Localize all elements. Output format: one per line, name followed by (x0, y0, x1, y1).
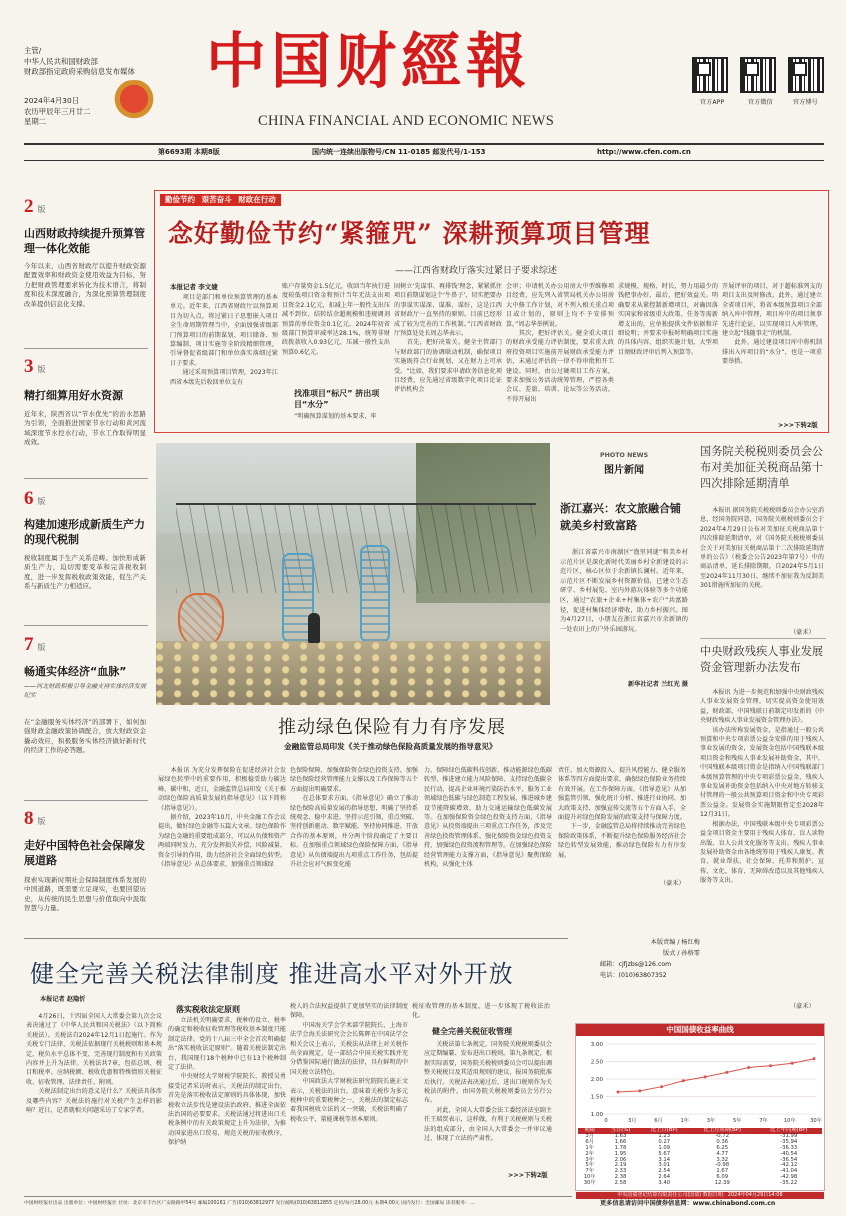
section-headline[interactable]: 走好中国特色社会保障发展道路 (24, 839, 145, 867)
table-cell: 0.27 (658, 1138, 671, 1145)
section-summary: 今年以来，山西省财政厅以提升财政资源配置效率和财政资金使用效益为目标，努力把财政管理要求转化为技术语言，将制度和技术深度融合，为深化预算管理制度改革提供信息化支撑。 (24, 262, 146, 308)
table-cell: 2年 (585, 1150, 595, 1157)
table-cell: 3年 (585, 1156, 595, 1163)
photo-label-en: PHOTO NEWS (600, 452, 649, 459)
photo-news-image (156, 443, 550, 705)
sponsor-line3: 财政部指定政府采购信息发布媒体 (24, 67, 135, 76)
table-cell: -42.98 (780, 1174, 798, 1181)
table-cell: 1.78 (614, 1144, 627, 1151)
tag: 勤俭节约 (165, 195, 195, 204)
right-article-title-2[interactable]: 中央财政残疾人事业发展资金管理新办法发布 (700, 645, 824, 674)
qr-code-weibo-icon[interactable] (788, 57, 824, 93)
section-summary: 近年来，陕西省以“节水优先”的治水思路为引领，全面推进国家节水行动和黄河流域深度节水控水行动，节水工作取得明显成效。 (24, 410, 146, 447)
section-headline[interactable]: 畅通实体经济“血脉” (24, 665, 127, 678)
newspaper-logo[interactable]: 中国财經報 (206, 27, 531, 97)
editor-email[interactable]: 邮箱：cjfjzbs@126.com (600, 961, 672, 968)
english-title: CHINA FINANCIAL AND ECONOMIC NEWS (258, 113, 555, 129)
section-headline[interactable]: 构建加速形成新质生产力的现代税制 (24, 518, 145, 546)
section-summary: 税收制度属于生产关系范畴。加快形成新质生产力，迫切需要变革和完善税收制度，进一步发挥税收政策效能，促生产关系与新质生产力相适应。 (24, 554, 146, 591)
table-header-cell: 比上日(BP) (650, 1127, 678, 1133)
table-cell: -35.22 (780, 1180, 798, 1187)
tariff-column-4: 税征收管理的基本制度，进一步体现了税收法治化。 (412, 1003, 550, 1020)
editor-info (620, 938, 700, 959)
table-cell: 10年 (583, 1174, 596, 1181)
green-column-2: 色保险保障、加强保险资金绿色投资支持、加强绿色保险经营管理能力支撑以及工作保障等五个方面提出明确要求。 在总体要求方面，《指导意见》确立了推动绿色保险高质量发展的指导思想，明确了坚持系统观念、稳中求进、坚持示范引领、重点突破、坚持创新驱动、数字赋能、坚持协同推进、开放合作的基本原则，并分两个阶段确定了主要目标。在加强重点领域绿色保险保障方面，《指导意见》从负债端提出九项重点工作任务，包括提升社会应对气候变化能 (290, 767, 418, 869)
section-number: 3 (24, 356, 34, 377)
masthead-sponsor (24, 46, 184, 78)
green-source: （豪禾） (660, 880, 685, 887)
table-cell: 7年 (585, 1168, 595, 1175)
section-summary: 在“金融服务实体经济”的部署下，如何加强财政金融政策协调配合，放大财政资金撬动效应，积极服务实体经济做好新时代的经济工作的必答题。 (24, 718, 146, 755)
y-tick-label: 2.50 (590, 1059, 603, 1066)
table-cell: 2.64 (658, 1174, 671, 1181)
divider (24, 1196, 572, 1197)
right-article-text-1: 本报讯 据国务院关税税则委员会办公室消息，经国务院同意，国务院关税税则委员会于2024年4月29日公布对美加征关税商品第十四次排除延期清单，对《国务院关税税则委员会关于对美加征关税商品第十二次排除延期清单的公告》（税委会公告2023年第7号）中的商品清单，延长排除期限，自2024年5月1日至2024年11月30日，继续不加征我为反制美301措施所加征的关税。 (700, 507, 824, 590)
x-tick-label: 3月 (628, 1118, 637, 1124)
infobar-rule (24, 160, 824, 161)
table-header-cell: 期限 (584, 1127, 596, 1133)
divider (24, 625, 148, 626)
table-cell: -35.94 (780, 1138, 798, 1145)
lead-column-4: 会审；申请机关办公用房大中型维修项目经费，应先列入省管局机关办公用房大中修工作计划，对不列入相关重点项目或计划的，原则上均不予安排预算。”周志华举例说。 其次，把好评估关。健全重大项目的财政承受能力评估制度，要求重大政府投资项目实施前开展财政承受能力评估，未通过评估的一律不得审批和开工建设。同时，由公过硬项目工作方案，要求加强公务活动统筹管理，严控各类会议、差旅、培训、论坛等公务活动，不得开展出 (506, 283, 614, 403)
lead-continue-link[interactable]: >>>下转2版 (778, 421, 818, 429)
x-tick-label: 30年 (810, 1118, 822, 1124)
table-cell: -41.04 (780, 1168, 798, 1175)
date-text: 2024年4月30日 (24, 96, 80, 105)
table-cell: 3.01 (658, 1162, 671, 1169)
table-cell: 1.66 (614, 1138, 627, 1145)
table-header-cell: 比上年同期(BP) (770, 1127, 808, 1133)
table-cell: 2.54 (658, 1168, 671, 1175)
table-cell: 2.38 (614, 1174, 627, 1181)
tariff-column-1: 4月26日，十四届全国人大常委会第九次会议表决通过了《中华人民共和国关税法》（以下简称关税法）。关税法自2024年12月1日起施行。作为关税专门法律，关税法依据现行关税税则和基本规定，税负水平总体不变，完善现行制度和有关政策内容并上升为法律。关税法共7章，包括总则、税目和税率、应纳税额、税收优惠和特殊情形关税征收、征收管理、法律责任、附则。 关税法制定出台的意义是什么？关税法具体涉及哪些内容？关税法的施行对关税产生怎样的影响？近日，记者就相关问题采访了专家学者。 (26, 1013, 162, 1115)
right-source-2: （豪禾） (790, 1003, 815, 1010)
y-tick-label: 1.50 (590, 1094, 603, 1101)
green-insurance-title[interactable]: 推动绿色保险有力有序发展 (278, 717, 506, 738)
green-column-1: 本报讯 为充分发挥保险在促进经济社会发展绿色转型中的重要作用，积极稳妥助力碳达峰、碳中和，近日，金融监管总局印发《关于推动绿色保险高质量发展的指导意见》（以下简称《指导意见》）。 据介绍，2023年10月，中央金融工作会议提出，做好绿色金融等五篇大文章。绿色保险作为绿色金融的重要组成部分，可以从负债和资产两端同时发力，充分发挥损失补偿、风险减量、资金引导的作用，助力经济社会全面绿色转型。《指导意见》从总体要求，加强重点领域绿 (158, 767, 286, 869)
sponsor-line2: 中华人民共和国财政部 (24, 56, 98, 66)
section-subhead: ——河北财政积极引导金融支持实体经济发展纪实 (24, 683, 146, 700)
tariff-subhead-1: 落实税收法定原则 (176, 1005, 240, 1014)
table-cell: 2.06 (614, 1156, 627, 1163)
net-structure-icon (176, 503, 536, 593)
y-tick-label: 3.00 (590, 1042, 603, 1048)
tariff-byline: 本报记者 赵隐忻 (40, 996, 86, 1003)
yield-curve-plot (576, 1036, 824, 1128)
x-tick-label: 10年 (783, 1118, 796, 1124)
table-header-cell: 比上月同期(BP) (703, 1127, 741, 1133)
yield-point (769, 1064, 772, 1067)
qr-code-wechat-icon[interactable] (740, 57, 776, 93)
table-cell: 3.32 (716, 1156, 729, 1163)
lead-column-6: 开展评审的项目，对于超标准列支的项目支出及时修改。此外，通过建立全省项目库，将省本级预算项目全部纳入库中管理，项目库中的项目须事先进行论证，以实现项目入库管理，建立起“钱随事走”的机制。 此外，通过建设项目库中将机制排出入库项目的“水分”，也是一项重要举措。 (722, 283, 822, 366)
x-tick-label: 5年 (733, 1118, 742, 1124)
chart-foot[interactable]: 更多信息请访问中国债券信息网：www.chinabond.com.cn (600, 1200, 776, 1207)
section-unit: 版 (37, 817, 46, 826)
tariff-subhead-2: 健全完善关税征收管理 (432, 1027, 512, 1036)
section-unit: 版 (37, 643, 46, 652)
tariff-column-5: 关税法第七条规定，国务院关税税则委员会应定期编纂、发布进出口税则。第九条规定，根据实际需要，国务院关税税则委员会可以提出调整关税税目及其适用规则的建议，报国务院批准后执行。关税法表决通过后，进出口税则作为关税法的附件，由国务院关税税则委员会另行公布。 对此，全国人大常委会法工委经济法室副主任王瑞贺表示，这样做，有利于关税税则与关税法的组成部分，由全国人大常委会一并审议通过，体现了立法的严肃性。 (424, 1041, 552, 1143)
tariff-column-3: 税人的合法权益提供了更加坚实的法律制度保障。 中国海关学会学术部学院院长、上海市法学会海关法研究会会长陈晖在中国法学会相关会议上表示，关税法从法律上对关税作出全面规定，是一部结合中国关税实践并充分借鉴国际通行做法的法律，具有鲜明的中国关税立法特色。 中国政法大学财税法研究院院长施正文表示，关税法的出台，意味着关税作为多元税种中的重要税种之一，关税法的制定标志着我国税收立法的又一突破，关税法明确了税收公平、量能课税等基本原则。 (290, 1003, 408, 1123)
lead-column-3: 固树立‘先谋事、再排钱’理念，紧紧抓住项目前期谋划这个‘牛鼻子’，切实把要办的事谋实谋深、谋准、谋好，这是江西省财政厅一直坚持的原则。目前已经形成了较为完善的工作机制。”江西省财政厅预算处处长周志华表示。 首先，把好决策关。健全主管部门与财政部门的协调联动机制，确保项目实施既符合行业规划，又在财力上可承受。“比如，我们要求申请政务信息化项目经费，应先通过省级数字化项目论证评估机构会 (394, 283, 502, 394)
qr-label-wechat: 官方微信 (748, 99, 773, 106)
table-cell: 6月 (585, 1138, 595, 1145)
table-cell: 5年 (585, 1162, 595, 1169)
x-tick-label: 1年 (680, 1118, 689, 1124)
lead-column-2: 账户存量资金1.5亿元，收回当年执行进度较低项目资金和预计当年无法支出项目资金2.1亿元，扣减上年一般性支出压减不到位、结转结余超规模和违规调剂预算的单位资金0.1亿元。2024年初省级部门预算审减率达28.1%，统筹非财政拨款收入0.93亿元，压减一般性支出预算0.6亿元。 (282, 283, 390, 356)
green-insurance-subtitle: 金融监管总局印发《关于推动绿色保险高质量发展的指导意见》 (284, 742, 497, 751)
divider (24, 938, 568, 939)
table-cell: 1.63 (614, 1132, 627, 1139)
yield-table (578, 1128, 822, 1187)
section-number: 2 (24, 196, 34, 217)
table-cell: 0.36 (716, 1138, 729, 1145)
sponsor-line1: 主管/ (24, 46, 42, 55)
table-cell: 12.39 (714, 1180, 730, 1187)
photo-caption: 浙江省嘉兴市南湖区“渔里同谜”和美乡村示范片区是深化新时代美丽乡村全新建设的示范片区，核心区位于余新镇长澜村。近年来，示范片区不断发展乡村资源价值，已建立生态研学、乡村展览、室内外游玩体验等多个功能区，通过“农旅+企业+村集体+农户”共富路径，促进村集体经济增收，助力乡村振兴。图为4月27日，小朋友在浙江省嘉兴市余新镇的一处农田上的户外乐园游玩。 (560, 549, 688, 633)
table-cell: -40.54 (780, 1150, 798, 1157)
divider (700, 638, 826, 639)
section-number: 8 (24, 808, 34, 829)
table-header-cell: 当日(%) (610, 1127, 631, 1133)
x-tick-label: 7年 (759, 1118, 768, 1124)
table-cell: 1.23 (658, 1132, 671, 1139)
y-tick-label: 2.00 (590, 1077, 603, 1083)
yield-series-line (618, 1059, 814, 1092)
table-cell: -0.72 (715, 1132, 730, 1139)
yield-point (660, 1085, 663, 1088)
y-tick-label: 1.00 (590, 1112, 603, 1118)
tag: 财政在行动 (238, 195, 276, 204)
masthead-date (24, 96, 91, 128)
right-article-title-1[interactable]: 国务院关税税则委员会公布对美加征关税商品第十四次排除延期清单 (700, 445, 824, 490)
section-unit: 版 (37, 497, 46, 506)
yield-point (682, 1079, 685, 1082)
table-cell: 6.25 (716, 1144, 729, 1151)
section-headline[interactable]: 山西财政持续提升预算管理一体化效能 (24, 227, 145, 255)
section-number: 6 (24, 488, 34, 509)
editor-line: 本版责编 / 杨红梅 (650, 939, 700, 946)
table-cell: 1.67 (716, 1168, 729, 1175)
website-link[interactable]: http://www.cfen.com.cn (597, 148, 691, 156)
tariff-column-2: 立法机关明确要求，税种的设立、税率的确定和税收征收管理等税收基本制度只能制定法律。党的十八届三中全会首次明确提出“落实税收法定原则”。随着关税法制定出台，我国现行18个税种中已有13个税种制定了法律。 中央财经大学财税学院院长、教授吴勇接受记者采访时表示，关税法的制定出台，首先是落实税收法定原则的具体体现，加快税收立法步伐是建设法治政府、推进全面依法治国的必要要求。关税法通过将进出口关税条例中的有关政策规定上升为法律，为推动国家进出口贸易，规范关税的征收秩序，保护纳 (168, 1017, 286, 1147)
table-cell: 5.67 (658, 1150, 671, 1157)
lead-title[interactable]: 念好勤俭节约“紧箍咒” 深耕预算项目管理 (168, 219, 651, 248)
x-tick-label: 3年 (706, 1118, 716, 1124)
qr-code-app-icon[interactable] (692, 57, 728, 93)
tag: 艰苦奋斗 (201, 195, 232, 204)
issue-info: 第6693期 本期8版 (158, 148, 220, 156)
section-summary: 探索实现新时期社会保障制度体系发展的中国道路，既需要立足现实，也要回望历史，从传统的民生思想与价值取向中汲取智慧与力量。 (24, 876, 146, 913)
chart-note: 中央国债登记结算有限责任公司(国债) 数据日期：2024年04月29日14:08 (576, 1192, 824, 1199)
chart-title: 中国国债收益率曲线 (576, 1024, 824, 1036)
weekday-text: 星期二 (24, 117, 47, 126)
divider (24, 800, 148, 801)
lead-subtitle: ——江西省财政厅落实过紧日子要求综述 (395, 266, 558, 276)
masthead-rule (24, 143, 824, 145)
table-cell: 2.33 (614, 1168, 627, 1175)
green-column-3: 力、保障绿色低碳科技创新、推动能源绿色低碳转型、推进建立能力风险保障、支持绿色低碳全民行动、提高企业环境污染防治水平、服务工业领域绿色低碳与绿色制造工程发展、推进城乡建设节能降碳增效、助力交通运输绿色低碳发展等。在加强保险资金绿色投资支持方面，《指导意见》从投资端提出三项重点工作任务，涉及完善绿色投资管理体系、强化保险资金绿色投资支持、加强绿色投资流程管理等。在加强绿色保险经营管理能力支撑方面，《指导意见》聚焦保险机构，从强化主体 (424, 767, 552, 869)
table-cell: -36.33 (780, 1144, 798, 1151)
bond-yield-chart (575, 1023, 825, 1191)
yield-point (725, 1071, 728, 1074)
table-cell: 6.09 (716, 1174, 729, 1181)
publication-numbers: 国内统一连续出版物号/CN 11-0185 邮发代号/1-153 (312, 148, 486, 156)
photo-title[interactable]: 浙江嘉兴：农文旅融合铺就美乡村致富路 (560, 502, 681, 532)
green-column-4: 责任、加大资源投入、提升风控能力、健全服务体系等四方面提出要求，确保绿色保险业务持续有效开展。在工作保障方面，《指导意见》从加强监管引领、强化统计分析、推进行业协同、加大政策支持、加强宣传交流等五个方面入手，全面提升对绿色保险发展的政策支持与保障力度。 下一步，金融监管总局将持续推动完善绿色保险政策体系，不断提升绿色保险服务经济社会绿色转型发展效能，推动绿色保险有力有序发展。 (558, 767, 686, 859)
qr-label-weibo: 官方博号 (793, 99, 818, 106)
yield-point (704, 1075, 707, 1078)
anniversary-emblem-icon (108, 80, 160, 122)
table-cell: 4.77 (716, 1150, 729, 1157)
x-tick-label: 0 (604, 1118, 608, 1124)
lead-byline: 本报记者 李文婕 (170, 283, 218, 291)
table-cell: 30年 (583, 1180, 596, 1187)
tower-icon (360, 545, 390, 643)
table-cell: 3.40 (658, 1180, 671, 1187)
section-unit: 版 (37, 365, 46, 374)
qr-label-app: 官方APP (700, 99, 725, 106)
tariff-title[interactable]: 健全完善关税法律制度 推进高水平对外开放 (30, 960, 514, 988)
lead-column-2b: “明确预算谋划的基本要求，牢 (282, 413, 377, 420)
photo-credit: 新华社记者 兰红光 摄 (628, 681, 688, 688)
lead-column-5: 求规模、规格、时长，努力用最少的钱把事办好、最后，把好效益关。明确要求从紧控制新增项目，对确因落实国家和省级重大政策、任务等需新增支出的，应单独提供文件依据和详细说明；并要求申报时明确项目实施的具体内容、组织实施计划，大型项目须财政评审后列入预算等。 (618, 283, 718, 356)
photo-label: 图片新闻 (604, 465, 644, 476)
divider (24, 478, 148, 479)
table-cell: 1.09 (658, 1144, 671, 1151)
editor-contact (600, 960, 700, 981)
table-row (578, 1181, 822, 1187)
right-source-1: （豪禾） (790, 629, 815, 636)
lead-subhead: 找准项目“标尺” 挤出项目“水分” (294, 389, 380, 409)
section-headline[interactable]: 精打细算用好水资源 (24, 389, 123, 402)
editor-line: 版式 / 孙格霏 (663, 949, 700, 957)
yield-point (617, 1090, 620, 1093)
table-cell: -36.54 (780, 1156, 798, 1163)
tariff-continue-link[interactable]: >>>下转2版 (508, 1171, 548, 1179)
table-cell: 2.19 (614, 1162, 627, 1169)
lead-column-1: 项目是部门和单位预算管理的基本单元。近年来，江西省财政厅以预算项目为切入点，将过紧日子思想嵌入项目全生命周期管理当中，全面加强省级部门预算项目的前期谋划、项目储备、预算编制、项目实施等全阶段精细管理，引导督促省级部门和单位落实落细过紧日子要求。 通过采用预算项目管理，2023年江西省本级先后收回单位支有 (170, 294, 278, 386)
section-unit: 版 (37, 205, 46, 214)
editor-phone: 电话：(010)63807352 (600, 971, 667, 979)
yield-point (791, 1062, 794, 1065)
child-figure-icon (308, 613, 320, 643)
table-cell: -0.98 (715, 1162, 730, 1169)
table-cell: 1年 (585, 1144, 595, 1151)
table-cell: -31.99 (780, 1132, 798, 1139)
table-cell: -42.12 (780, 1162, 798, 1169)
table-cell: 1.95 (614, 1150, 627, 1157)
table-cell: 2.58 (614, 1180, 627, 1187)
footer-imprint: 中国财经报社出品 出版单位：中国财经报社 社址：北京市丰台区广安路路甲54号 邮编100161 广告(010)63812977 发行邮购(010)63812855 定价/每月28.00元 本期4.00元 国内发行：全国邮局 读者服务：... (24, 1201, 475, 1206)
lead-tags (160, 194, 281, 206)
lunar-text: 农历甲辰年三月廿二 (24, 106, 91, 116)
section-number: 7 (24, 634, 34, 655)
right-article-text-2: 本报讯 为进一步规范和加强中央财政残疾人事业发展资金管理，切实提高资金使用效益，财政部、中国残联日前制定印发新的《中央财政残疾人事业发展资金管理办法》。 该办法所称发展资金，是指通过一般公共预算和中央专项彩票公益金安排的用于残疾人事业发展的资金，发展资金包括中国残联本级项目资金和残疾人事业发展补助资金，其中，中国残联本级项目资金是指纳入中国残联部门本级预算管理的中央专项彩票公益金，残疾人事业发展补助资金包括纳入中央对地方转移支付管理的一般公共预算项目资金和中央专项彩票公益金。发展资金实施期限暂定至2028年12月31日。 根据办法，中国残联本级中央专项彩票公益金项目资金主要用于残疾人体育、盲人读物出版、盲人公共文化服务等支出。残疾人事业发展补助资金由各地统筹用于残疾人康复、教育、就业帮扶、社会保障、托养和照护、宣传、文化、体育、无障碍改造以及其他残疾人服务等支出。 (700, 689, 824, 885)
x-tick-label: 6月 (654, 1118, 663, 1124)
yield-point (813, 1057, 816, 1060)
yield-point (638, 1089, 641, 1092)
table-cell: 3.14 (658, 1156, 671, 1163)
divider (24, 348, 148, 349)
yield-point (747, 1066, 750, 1069)
table-cell: 3月 (585, 1132, 595, 1139)
